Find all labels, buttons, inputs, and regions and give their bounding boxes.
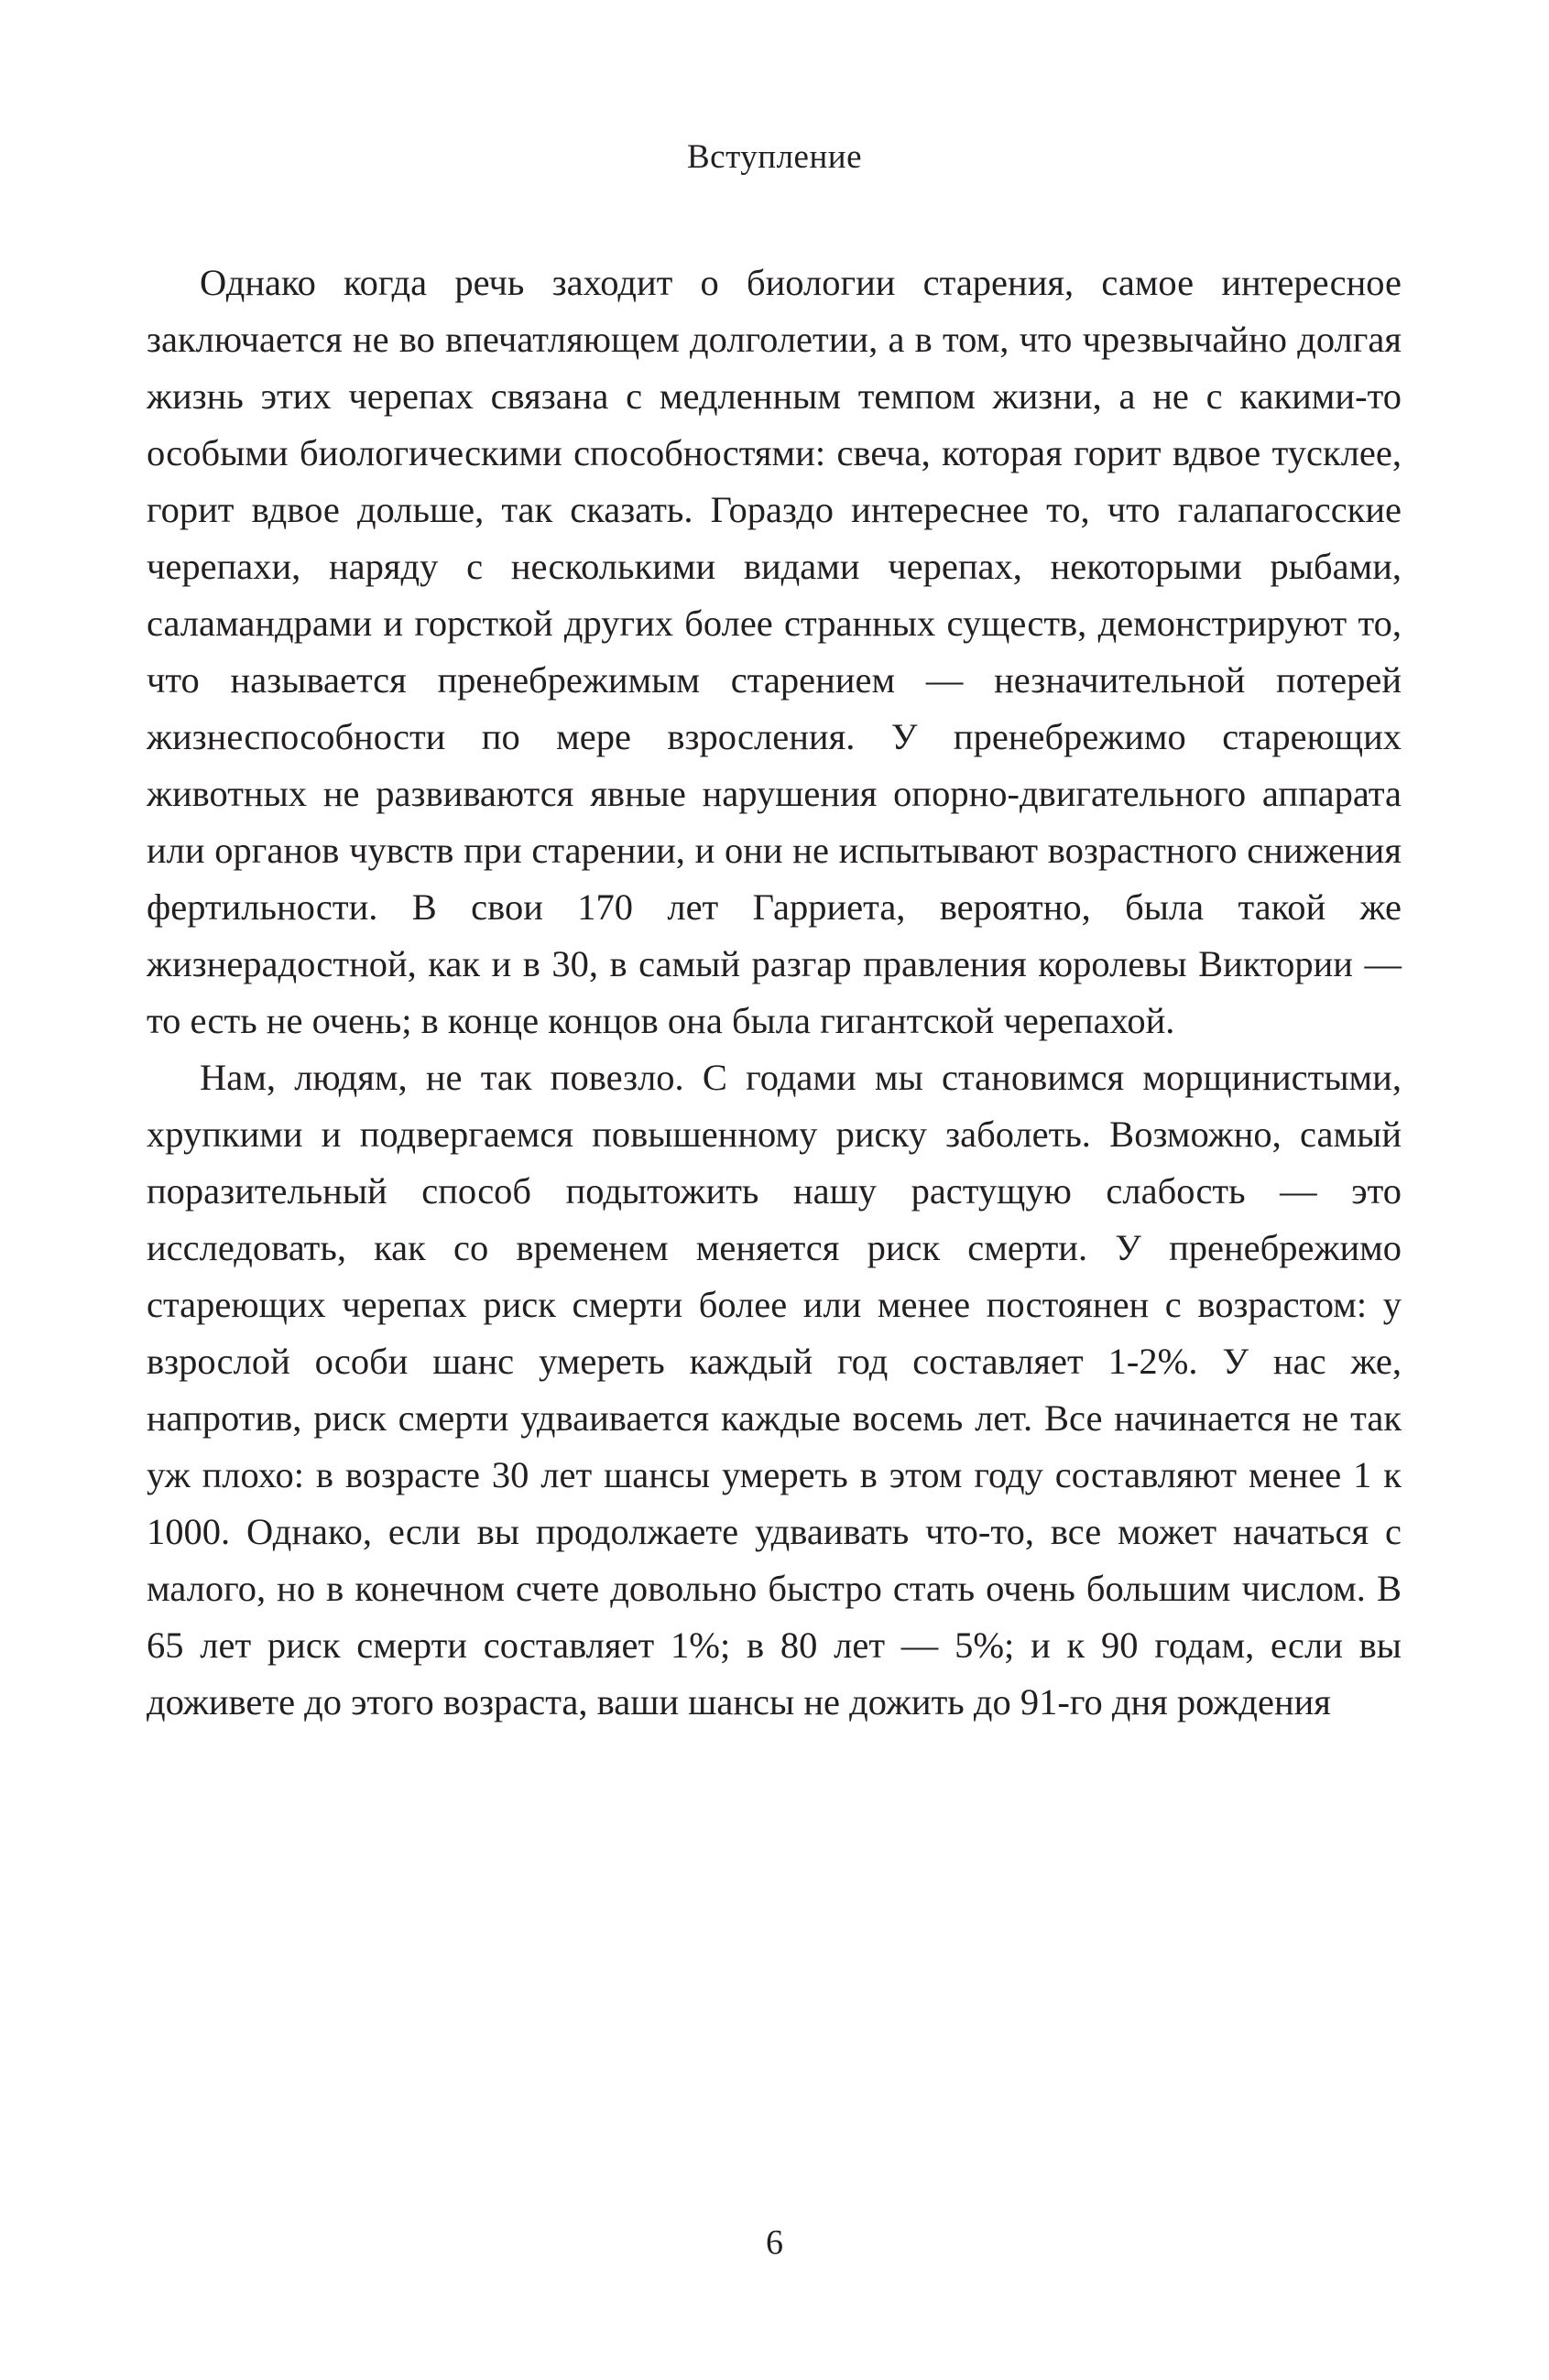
paragraph: Нам, людям, не так повезло. С годами мы становимся морщинистыми, хрупкими и подвергаемся повышенному риску заболеть. Возможно, самый поразительный способ подытожить нашу растущую слабость — это исследовать, как со временем меняется риск смерти. У пренебрежимо стареющих черепах риск смерти более или менее постоянен с возрастом: у взрослой особи шанс умереть каждый год составляет 1-2%. У нас же, напротив, риск смерти удваивается каждые восемь лет. Все начинается не так уж плохо: в возрасте 30 лет шансы умереть в этом году составляют менее 1 к 1000. Однако, если вы продолжаете удваивать что-то, все может начаться с малого, но в конечном счете довольно быстро стать очень большим числом. В 65 лет риск смерти составляет 1%; в 80 лет — 5%; и к 90 годам, если вы доживете до этого возраста, ваши шансы не дожить до 91-го дня рождения — [147, 1057, 1402, 1723]
page-number: 6 — [766, 2223, 783, 2262]
body-text — [147, 255, 1402, 1731]
running-head: Вступление — [687, 138, 862, 176]
paragraph: Однако когда речь заходит о биологии старения, самое интересное заключается не во впечатляющем долголетии, а в том, что чрезвычайно долгая жизнь этих черепах связана с медленным темпом жизни, а не с какими-то особыми биологическими способностями: свеча, которая горит вдвое тусклее, горит вдвое дольше, так сказать. Гораздо интереснее то, что галапагосские черепахи, наряду с несколькими видами черепах, некоторыми рыбами, саламандрами и горсткой других более странных существ, демонстрируют то, что называется пренебрежимым старением — незначительной потерей жизнеспособности по мере взросления. У пренебрежимо стареющих животных не развиваются явные нарушения опорно-двигательного аппарата или органов чувств при старении, и они не испытывают возрастного снижения фертильности. В свои 170 лет Гарриета, вероятно, была такой же жизнерадостной, как и в 30, в самый разгар правления королевы Виктории — то есть не очень; в конце концов она была гигантской черепахой. — [147, 262, 1402, 1041]
